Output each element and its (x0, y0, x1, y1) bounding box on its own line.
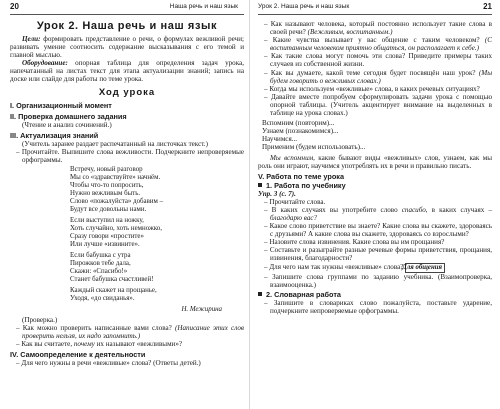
check-note: (Проверка.) (22, 315, 58, 324)
course-heading: Ход урока (98, 86, 156, 98)
section-2-heading: II. Проверка домашнего задания (10, 111, 127, 121)
section-4-heading: IV. Самоопределение к деятельности (10, 350, 146, 360)
exercise-line: – Составьте и разыграйте разные речевые формы приветствия, прощания, извинения, благодарности? (264, 246, 492, 263)
poem-author: Н. Межирина (181, 305, 222, 313)
section-4-question: – Для чего нужны в речи «вежливые» слова? (Ответы детей.) (16, 359, 201, 368)
left-page-number: 20 (10, 2, 19, 11)
right-page-number: 21 (483, 2, 492, 11)
exercise-line: – В каких случаях вы употребите слово спасибо, в каких случаях – благодарю вас? (264, 205, 492, 222)
right-running-head (258, 0, 492, 15)
section-2-note: (Чтение и анализ сочинений.) (22, 120, 112, 129)
poem-stanza-3: Если бабушка с утра Пирожков тебе дала, Скажи: «Спасибо!» Станет бабушка счастливей! (70, 251, 154, 283)
recall-item: Научимся... (262, 135, 298, 144)
left-running-head (10, 0, 244, 15)
right-running-title: Урок 2. Наша речь и наш язык (258, 3, 350, 10)
section-1-heading: I. Организационный момент (10, 100, 112, 110)
lesson-title: Урок 2. Наша речь и наш язык (36, 20, 218, 32)
exercise-line: – Назовите слова извинения. Какие слова вы им прощания? (264, 238, 445, 247)
section-3-intro: (Учитель заранее раздает распечатанный на листочках текст.) (22, 139, 208, 148)
recall-summary: Мы вспомним, какие бывают виды «вежливых» слов, узнаем, как мы роль они играют, научимся употреблять их в речи и правильно писать. (258, 153, 492, 170)
exercise-line: – Прочитайте слова. (264, 197, 326, 206)
dialog-line: – Какие чувства вызывает у вас общение с таким человеком? (С воспитанным человеком приятно общаться, он располагает к себе.) (264, 36, 492, 53)
exercise-line: – Для чего нам так нужны «вежливые» слова? Для общения (258, 263, 492, 273)
section-3-heading: III. Актуализация знаний (10, 130, 99, 140)
goals-paragraph: Цели: формировать представление о речи, о формулах вежливой речи; развивать умение соотносить содержание высказывания с его темой и главной мыслью. (10, 35, 244, 60)
answer-box: Для общения (405, 263, 445, 273)
equipment-paragraph: Оборудование: опорная таблица для определения задач урока, напечатанный на листах текст для этапа актуализации знаний; запись на доске или слайде для работы по теме урока. (10, 59, 244, 84)
square-bullet-icon (258, 292, 262, 296)
right-page (250, 0, 500, 409)
check-question-2: – Как вы считаете, почему их называют «вежливыми»? (16, 340, 183, 349)
exercise-line: – Какое слово приветствие вы знаете? Какие слова вы скажете, здороваясь с друзьями? А какие слова вы скажете, здороваясь со взрослыми? (264, 222, 492, 239)
recall-item: Применим (будем использовать)... (262, 143, 366, 152)
poem-stanza-1: Встречу, новый разговор Мы со «здравствуйте» начнём. Чтобы что-то попросить, Нужно вежливым быть. Слово «пожалуйста» добавим – Будут все довольны нами. (70, 165, 164, 213)
subsection-5-2-heading: 2. Словарная работа (258, 290, 492, 299)
dialog-line: – Давайте вместе попробуем сформулировать задачи урока с помощью опорной таблицы. (Учитель акцентирует внимание на выделенных в таблице на урока словах.) (264, 92, 492, 118)
check-question: – Как можно проверить написанные вами слова? (Написание этих слов проверить нельзя, их надо запомнить.) (16, 324, 244, 341)
dialog-line: – Как вы думаете, какой теме сегодня будет посвящён наш урок? (Мы будем говорить о вежливых словах.) (264, 68, 492, 85)
dialog-line: – Как такие слова могут помочь эти слова? Приведите примеры таких случаев из собственной жизни. (264, 52, 492, 69)
dialog-line: – Когда мы используем «вежливые» слова, в каких речевых ситуациях? (264, 84, 480, 93)
recall-item: Вспомним (повторим)... (262, 119, 335, 128)
poem-stanza-4: Каждый скажет на прощанье, Уходя, «до свиданья». (70, 286, 157, 302)
exercise-reference: Упр. 3 (с. 7). (258, 189, 296, 198)
left-running-title: Наша речь и наш язык (169, 3, 238, 10)
group-task: – Запишите слова группами по заданию учебника. (Взаимопроверка, взаимооценка.) (264, 272, 492, 289)
recall-list (262, 119, 492, 151)
poem-stanza-2: Если выступил на ножку, Хоть случайно, хоть немножко, Сразу говори «простите» Или лучше «извините». (70, 216, 162, 248)
poem (70, 166, 244, 314)
vocabulary-task: – Запишите в словариках слово пожалуйста, поставьте ударение, подчеркните непроверяемые орфограммы. (264, 298, 492, 315)
section-5-heading: V. Работа по теме урока (258, 171, 345, 181)
recall-item: Узнаем (познакомимся)... (262, 127, 339, 136)
dialog-line: – Как называют человека, который постоянно использует такие слова в своей речи? (Вежливым, воспитанным.) (264, 20, 492, 37)
subsection-5-1-heading: 1. Работа по учебнику (258, 181, 492, 190)
section-3-task: – Прочитайте. Выпишите слова вежливости. Подчеркните непроверяемые орфограммы. (16, 147, 244, 164)
square-bullet-icon (258, 183, 262, 187)
